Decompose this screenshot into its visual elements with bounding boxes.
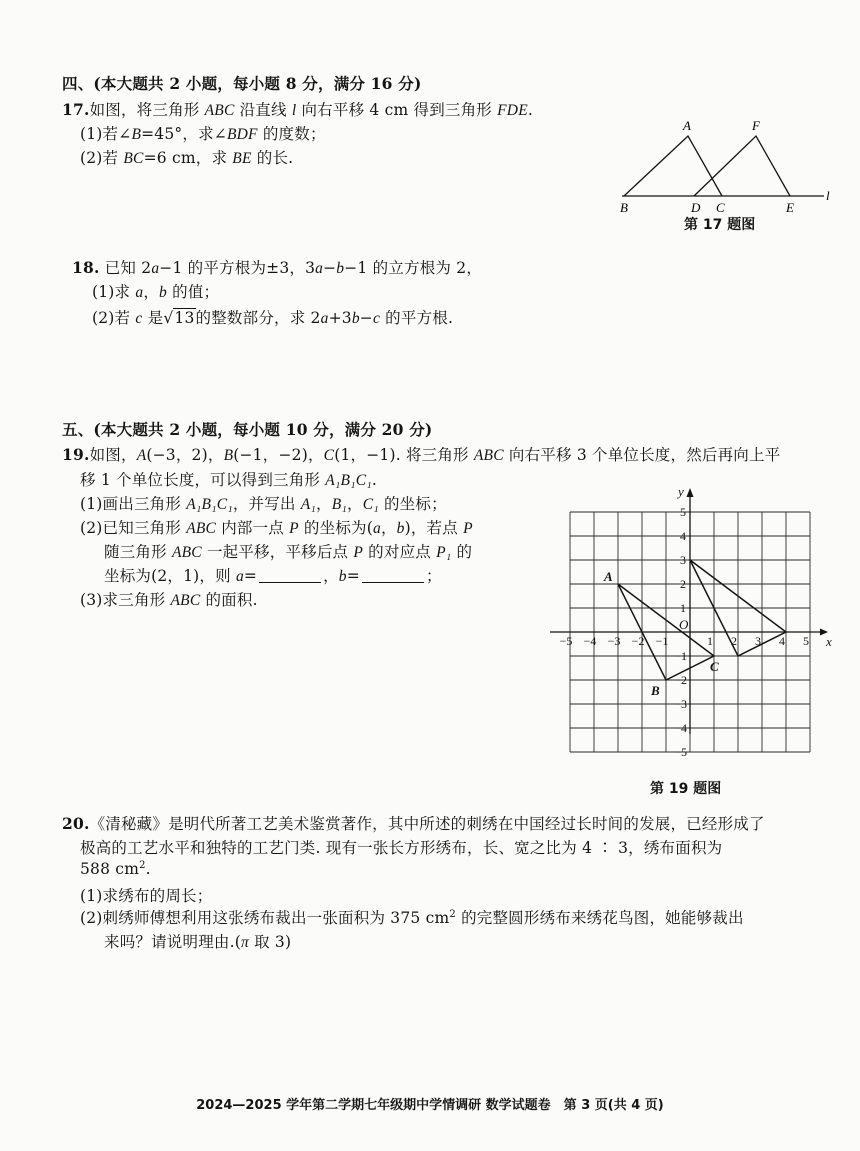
q19-l1-v4: ABC: [473, 447, 504, 464]
q19-l2-v1: A₁B₁C₁: [325, 472, 372, 489]
q19-p1-t5: 的坐标；: [378, 495, 447, 513]
q19-p2-v3: a: [372, 520, 381, 537]
x-tick-label: 5: [803, 634, 809, 648]
q18-stem-t2: −1 的平方根为±3，3: [159, 259, 316, 277]
sqrt-radicand: 13: [174, 309, 195, 327]
q18-p2-v4: c: [372, 310, 381, 327]
q19-p1-t4: ，: [347, 495, 363, 513]
q18-part-2: [92, 306, 453, 328]
label-D: D: [691, 200, 701, 215]
q19-p1-t2: ，并写出: [232, 495, 301, 513]
triangle-abc: [624, 136, 722, 196]
q20-part-2-line-2: [104, 930, 291, 952]
q19-stem-line-1: [62, 443, 780, 465]
q19-p2l3-v1: a: [235, 568, 244, 585]
q18-part-1: [92, 280, 219, 302]
q17-part-2: [80, 146, 293, 168]
q19-p2-t5: )，若点: [404, 519, 464, 537]
y-tick-label: 2: [680, 577, 686, 591]
answer-blank-a[interactable]: [259, 581, 321, 583]
q20-pi: π: [240, 934, 249, 951]
q19-p1-v2: A₁: [300, 496, 317, 513]
x-tick-label: 4: [779, 634, 785, 648]
q20-l3-t2: .: [145, 860, 151, 879]
label-l: l: [826, 188, 830, 203]
q20-l3-sup: 2: [139, 860, 146, 871]
q19-p3-v1: ABC: [170, 592, 201, 609]
q18-number: 18.: [72, 258, 100, 277]
q19-p3-t2: 的面积.: [200, 591, 258, 609]
q17-p2-t2: =6 cm，求: [143, 149, 233, 167]
page-footer: 2024—2025 学年第二学期七年级期中学情调研 数学试题卷 第 3 页(共 4 页): [196, 1098, 664, 1113]
point-label-A: A: [604, 569, 613, 584]
q19-figure-caption: 第 19 题图: [650, 781, 722, 797]
q17-stem-v1: ABC: [204, 102, 235, 119]
q19-l2-t1: 移 1 个单位长度，可以得到三角形: [80, 471, 326, 489]
q19-p2-v4: b: [396, 520, 405, 537]
q20-l1-text: 《清秘藏》是明代所著工艺美术鉴赏著作，其中所述的刺绣在中国经过长时间的发展，已经形成了: [89, 815, 765, 833]
q20-part-2-line-1: [80, 906, 744, 928]
q17-p1-t2: =45°，求∠: [141, 125, 227, 143]
y-tick-label: 5: [680, 505, 686, 519]
q18-stem-t1: 已知 2: [104, 259, 152, 277]
q20-p2-sup: 2: [449, 908, 456, 920]
q19-part-3: [80, 588, 258, 610]
y-axis-label: y: [678, 484, 684, 499]
q19-l1-v3: C: [323, 447, 335, 464]
label-E: E: [786, 200, 794, 215]
y-tick-label: −1: [674, 649, 687, 663]
q18-stem-v3: b: [336, 260, 345, 277]
y-tick-label: 1: [680, 601, 686, 615]
q17-stem-t1: 如图，将三角形: [89, 101, 205, 119]
q19-p2l3-v2: b: [338, 568, 347, 585]
q20-p2l2-t1: 来吗？请说明理由.(: [104, 933, 241, 951]
q19-p2l3-t2: =: [243, 567, 258, 585]
x-tick-label: −4: [583, 634, 597, 648]
q20-line-3: [80, 860, 151, 878]
q18-p2-t3: 的整数部分，求 2: [195, 309, 321, 327]
x-tick-label: −5: [559, 634, 573, 648]
q18-p1-v1: a: [135, 284, 144, 301]
y-tick-label: 3: [680, 553, 686, 567]
x-tick-label: 3: [755, 634, 761, 648]
q18-stem-v1: a: [151, 260, 160, 277]
q18-p2-t4: +3: [328, 309, 352, 327]
q19-p2-t4: ，: [380, 519, 397, 537]
q19-l1-t4: (1，−1). 将三角形: [334, 446, 474, 464]
q20-line-2: 极高的工艺水平和独特的工艺门类. 现有一张长方形绣布，长、宽之比为 4 ∶ 3，绣布面积为: [80, 839, 723, 857]
section-4-heading: 四、(本大题共 2 小题，每小题 8 分，满分 16 分): [62, 74, 422, 93]
q17-stem-t2: 沿直线: [234, 101, 292, 119]
triangle-fde: [694, 136, 790, 196]
q19-p2-v2: P: [289, 520, 299, 537]
q18-p2-v3: b: [351, 310, 360, 327]
q18-p2-t1: (2)若: [92, 309, 136, 327]
q19-l1-t2: (−3，2)，: [146, 446, 224, 464]
q19-p2l2-t2: 一起平移，平移后点: [201, 543, 354, 561]
q19-p3-t1: (3)求三角形: [80, 591, 171, 609]
y-tick-label: 4: [680, 529, 686, 543]
q19-p2l3-t4: =: [346, 567, 360, 585]
label-F: F: [752, 118, 760, 133]
q19-p2l3-t5: ；: [425, 567, 442, 585]
x-tick-label: 2: [731, 634, 737, 648]
q19-p1-v4: C₁: [362, 496, 379, 513]
q19-l2-t2: .: [371, 471, 378, 489]
q19-p2l2-t4: 的: [451, 543, 473, 561]
q19-part-2-line-2: [104, 540, 472, 562]
q19-p2l2-v2: P: [353, 544, 364, 561]
point-label-C: C: [710, 659, 719, 674]
q19-p2-v5: P: [463, 520, 473, 537]
q17-p1-t1: (1)若∠: [80, 125, 132, 143]
q19-p2-t3: 的坐标为(: [298, 519, 373, 537]
answer-blank-b[interactable]: [362, 581, 424, 583]
q20-p2l2-t2: 取 3): [248, 933, 292, 951]
q19-part-1: [80, 492, 447, 514]
q17-p2-v2: BE: [232, 150, 252, 167]
q19-p2l2-t1: 随三角形: [104, 543, 172, 561]
x-tick-label: −1: [655, 634, 669, 648]
q17-stem: [62, 98, 533, 120]
q18-p2-t5: −: [359, 309, 373, 327]
q19-p2l3-t3: ，: [323, 567, 339, 585]
q19-number: 19.: [62, 445, 90, 464]
section-5-heading: 五、(本大题共 2 小题，每小题 10 分，满分 20 分): [62, 420, 433, 439]
q18-p1-t1: (1)求: [92, 283, 136, 301]
q17-part-1: [80, 122, 326, 144]
q19-l1-t3: (−1，−2)，: [233, 446, 324, 464]
y-tick-label: −3: [674, 697, 687, 711]
q18-p2-v1: c: [135, 310, 143, 327]
q19-p2-v1: ABC: [186, 520, 217, 537]
q18-stem-v2: a: [315, 260, 324, 277]
point-label-B: B: [651, 683, 660, 698]
x-tick-label: 1: [707, 634, 713, 648]
q19-part-2-line-3: [104, 564, 442, 586]
label-B: B: [620, 200, 628, 215]
q18-stem-t3: −: [323, 259, 337, 277]
q19-p2l2-v3: P₁: [436, 544, 452, 561]
y-tick-label: −5: [674, 745, 687, 759]
q18-p1-t3: 的值；: [167, 283, 220, 301]
q17-p2-v1: BC: [123, 150, 144, 167]
q20-number: 20.: [62, 814, 90, 833]
q19-p2-t1: (2)已知三角形: [80, 519, 187, 537]
sqrt-symbol: √: [163, 309, 174, 327]
q19-p1-v1: A₁B₁C₁: [186, 496, 233, 513]
q18-p2-t6: 的平方根.: [380, 309, 454, 327]
q20-p2-t1: (2)刺绣师傅想利用这张绣布裁出一张面积为 375 cm: [80, 909, 450, 927]
q17-p2-t3: 的长.: [251, 149, 294, 167]
q18-stem: [72, 256, 482, 278]
q19-l1-t1: 如图，: [89, 446, 137, 464]
q17-p1-v2: BDF: [226, 126, 258, 143]
x-axis-label: x: [826, 634, 832, 649]
origin-label: O: [679, 617, 689, 632]
q19-l1-t5: 向右平移 3 个单位长度，然后再向上平: [503, 446, 781, 464]
q17-stem-t4: .: [527, 101, 534, 119]
q19-l1-v2: B: [223, 447, 234, 464]
q19-l1-v1: A: [136, 447, 147, 464]
q20-p2-t2: 的完整圆形绣布来绣花鸟图，她能够裁出: [455, 909, 744, 927]
y-tick-label: −2: [674, 673, 687, 687]
q20-line-1: [62, 812, 765, 834]
q18-p1-t2: ，: [143, 283, 160, 301]
q19-p1-t1: (1)画出三角形: [80, 495, 187, 513]
q18-p1-v2: b: [159, 284, 167, 301]
q17-p1-v1: B: [131, 126, 142, 143]
q19-part-2-line-1: [80, 516, 473, 538]
q20-l3-t1: 588 cm: [80, 860, 140, 879]
q19-p2-t2: 内部一点: [216, 519, 290, 537]
q19-p1-v3: B₁: [331, 496, 347, 513]
q20-part-1: (1)求绣布的周长；: [80, 887, 213, 905]
q17-stem-v2: l: [291, 102, 297, 119]
q18-p2-t2: 是: [142, 309, 164, 327]
q19-p2l2-v1: ABC: [171, 544, 202, 561]
x-tick-label: −3: [607, 634, 621, 648]
q17-figure: [612, 116, 832, 216]
q18-p2-v2: a: [320, 310, 329, 327]
q17-stem-t3: 向右平移 4 cm 得到三角形: [296, 101, 498, 119]
label-C: C: [716, 200, 725, 215]
q19-stem-line-2: [80, 468, 377, 490]
x-tick-label: −2: [631, 634, 645, 648]
q18-stem-t4: −1 的立方根为 2，: [344, 259, 483, 277]
y-axis-arrow: [687, 488, 694, 497]
q17-p1-t3: 的度数；: [257, 125, 326, 143]
q19-p1-t3: ，: [316, 495, 332, 513]
q17-stem-v3: FDE: [497, 102, 528, 119]
q17-number: 17.: [62, 100, 90, 119]
label-A: A: [683, 118, 691, 133]
y-tick-label: −4: [674, 721, 687, 735]
q19-coordinate-grid: [545, 482, 845, 782]
q19-p2l3-t1: 坐标为(2，1)，则: [104, 567, 236, 585]
q17-p2-t1: (2)若: [80, 149, 124, 167]
q19-p2l2-t3: 的对应点: [363, 543, 437, 561]
q17-figure-caption: 第 17 题图: [684, 217, 756, 233]
